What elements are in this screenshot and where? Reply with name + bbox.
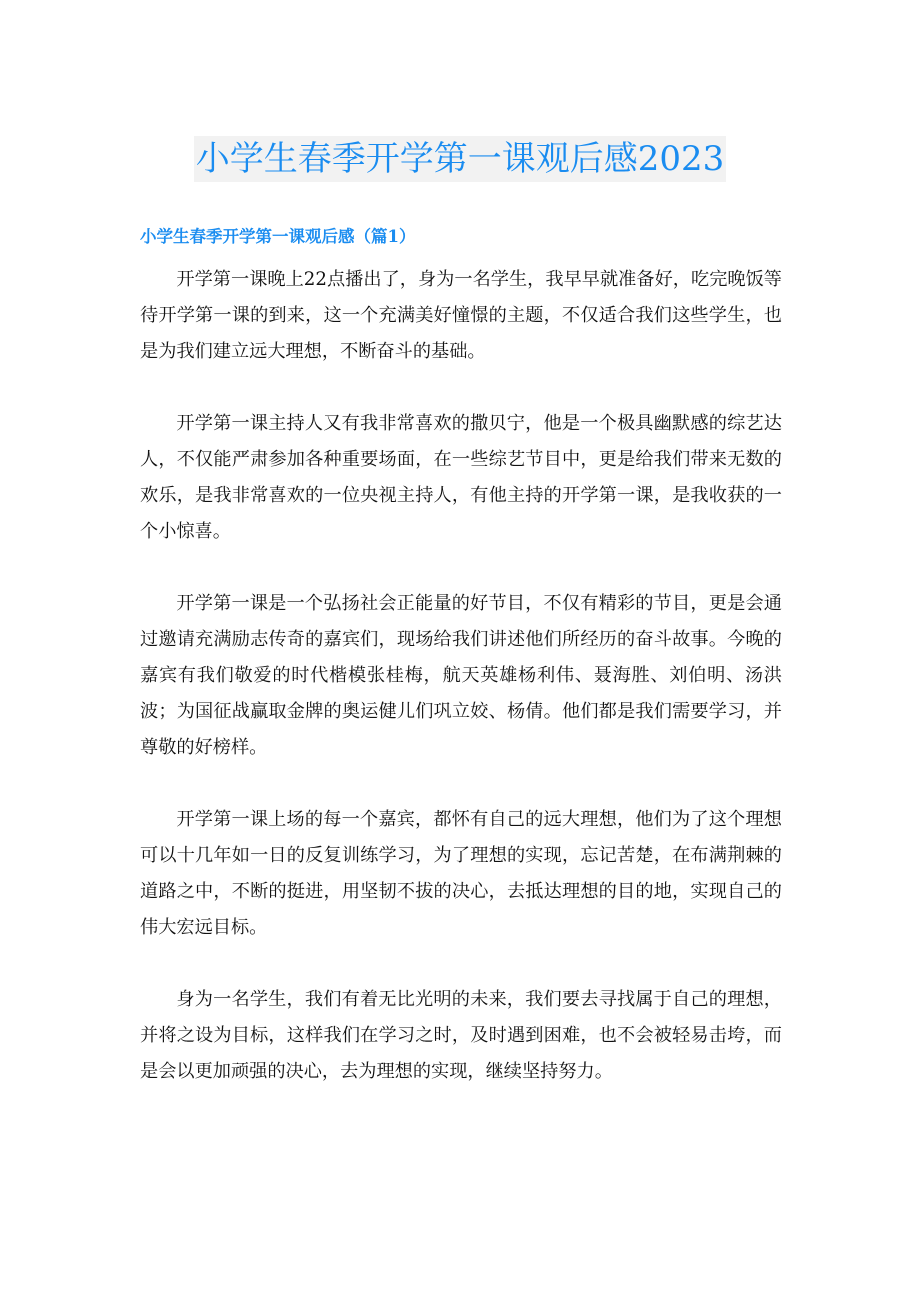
paragraph: 开学第一课晚上22点播出了，身为一名学生，我早早就准备好，吃完晚饭等待开学第一课的到来，这一个充满美好憧憬的主题，不仅适合我们这些学生，也是为我们建立远大理想，不断奋斗的基础。 bbox=[140, 269, 782, 362]
title-container bbox=[0, 136, 920, 182]
document-title: 小学生春季开学第一课观后感2023 bbox=[194, 136, 727, 182]
paragraph: 开学第一课上场的每一个嘉宾，都怀有自己的远大理想，他们为了这个理想可以十几年如一日的反复训练学习，为了理想的实现，忘记苦楚，在布满荆棘的道路之中，不断的挺进，用坚韧不拔的决心，去抵达理想的目的地，实现自己的伟大宏远目标。 bbox=[140, 809, 782, 938]
document-body bbox=[140, 262, 782, 1126]
paragraph: 身为一名学生，我们有着无比光明的未来，我们要去寻找属于自己的理想，并将之设为目标，这样我们在学习之时，及时遇到困难，也不会被轻易击垮，而是会以更加顽强的决心，去为理想的实现，继续坚持努力。 bbox=[140, 989, 782, 1082]
section-heading: 小学生春季开学第一课观后感（篇1） bbox=[140, 227, 416, 246]
paragraph: 开学第一课主持人又有我非常喜欢的撒贝宁，他是一个极具幽默感的综艺达人，不仅能严肃参加各种重要场面，在一些综艺节目中，更是给我们带来无数的欢乐，是我非常喜欢的一位央视主持人，有他主持的开学第一课，是我收获的一个小惊喜。 bbox=[140, 413, 782, 542]
paragraph: 开学第一课是一个弘扬社会正能量的好节目，不仅有精彩的节目，更是会通过邀请充满励志传奇的嘉宾们，现场给我们讲述他们所经历的奋斗故事。今晚的嘉宾有我们敬爱的时代楷模张桂梅，航天英雄杨利伟、聂海胜、刘伯明、汤洪波；为国征战赢取金牌的奥运健儿们巩立姣、杨倩。他们都是我们需要学习，并尊敬的好榜样。 bbox=[140, 593, 782, 758]
